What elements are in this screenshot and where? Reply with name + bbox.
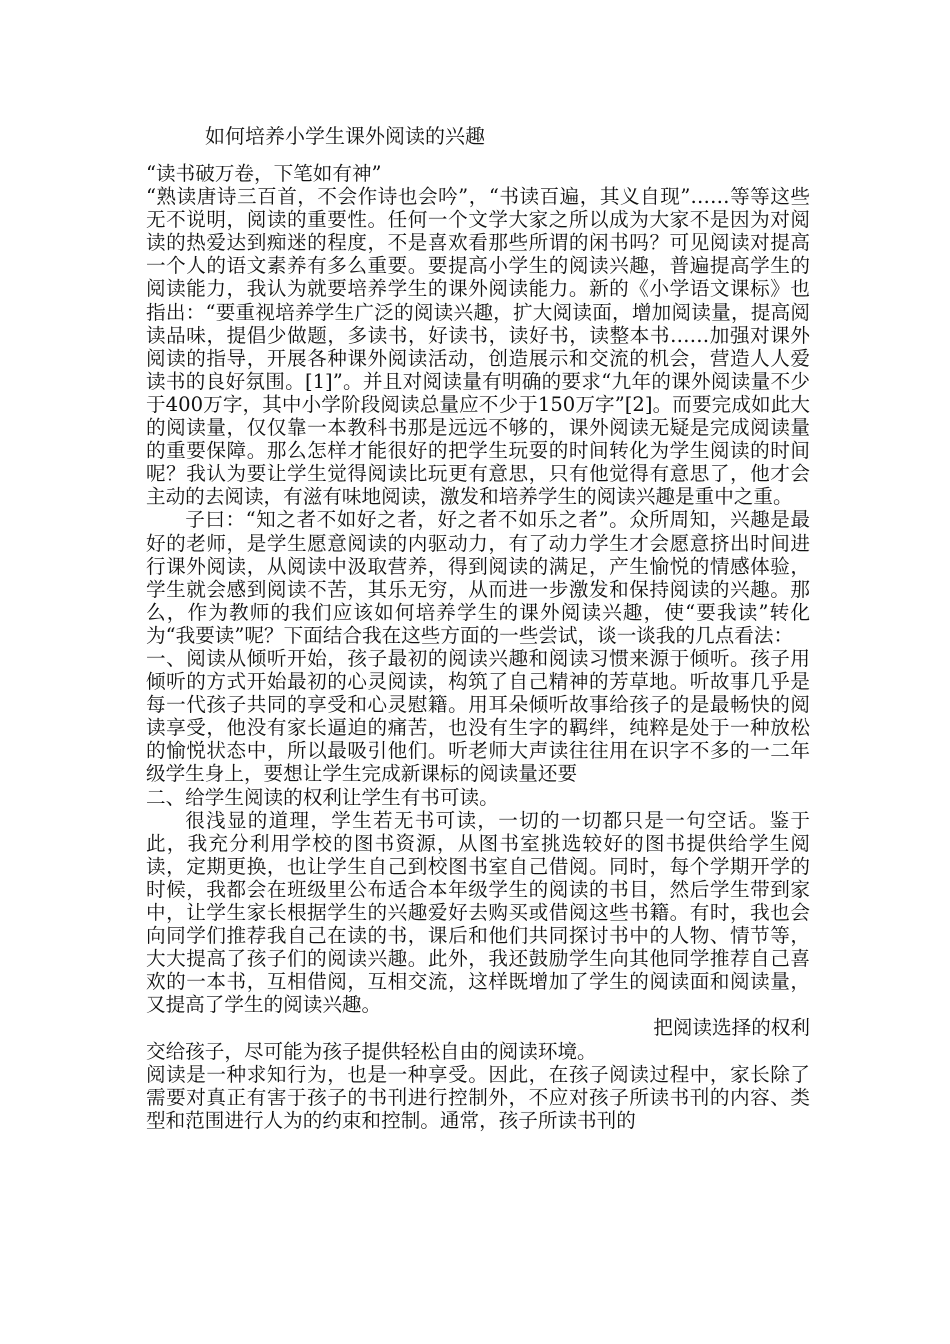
document-title: 如何培养小学生课外阅读的兴趣 (205, 124, 485, 148)
document-body (146, 162, 810, 1132)
paragraph-section-one: 一、阅读从倾听开始，孩子最初的阅读兴趣和阅读习惯来源于倾听。孩子用倾听的方式开始最初的心灵阅读，构筑了自己精神的芳草地。听故事几乎是每一代孩子共同的享受和心灵慰籍。用耳朵倾听故事给孩子的是最畅快的阅读享受，他没有家长逼迫的痛苦，也没有生字的羁绊，纯粹是处于一种放松的愉悦状态中，所以最吸引他们。听老师大声读往往用在识字不多的一二年级学生身上，要想让学生完成新课标的阅读量还要 (146, 646, 810, 786)
paragraph-section-three-body: 阅读是一种求知行为，也是一种享受。因此，在孩子阅读过程中，家长除了需要对真正有害于孩子的书刊进行控制外，不应对孩子所读书刊的内容、类型和范围进行人为的约束和控制。通常，孩子所读书刊的 (146, 1062, 810, 1132)
paragraph-section-three-heading-start: 把阅读选择的权利 (653, 1016, 810, 1040)
paragraph-intro: “熟读唐诗三百首，不会作诗也会吟”，“书读百遍，其义自现”……等等这些无不说明，阅读的重要性。任何一个文学大家之所以成为大家不是因为对阅读的热爱达到痴迷的程度，不是喜欢看那些所谓的闲书吗？可见阅读对提高一个人的语文素养有多么重要。要提高小学生的阅读兴趣，普遍提高学生的阅读能力，我认为就要培养学生的课外阅读能力。新的《小学语文课标》也指出：“要重视培养学生广泛的阅读兴趣，扩大阅读面，增加阅读量，提高阅读品味，提倡少做题，多读书，好读书，读好书，读整本书……加强对课外阅读的指导，开展各种课外阅读活动，创造展示和交流的机会，营造人人爱读书的良好氛围。[1]”。并且对阅读量有明确的要求“九年的课外阅读量不少于400万字，其中小学阶段阅读总量应不少于150万字”[2]。而要完成如此大的阅读量，仅仅靠一本教科书那是远远不够的，课外阅读无疑是完成阅读量的重要保障。那么怎样才能很好的把学生玩耍的时间转化为学生阅读的时间呢？我认为要让学生觉得阅读比玩更有意思，只有他觉得有意思了，他才会主动的去阅读，有滋有味地阅读，激发和培养学生的阅读兴趣是重中之重。 (146, 185, 810, 509)
paragraph-section-two-body: 很浅显的道理，学生若无书可读，一切的一切都只是一句空话。鉴于此，我充分利用学校的图书资源，从图书室挑选较好的图书提供给学生阅读，定期更换，也让学生自己到校图书室自己借阅。同时，每个学期开学的时候，我都会在班级里公布适合本年级学生的阅读的书目，然后学生带到家中，让学生家长根据学生的兴趣爱好去购买或借阅这些书籍。有时，我也会向同学们推荐我自己在读的书，课后和他们共同探讨书中的人物、情节等，大大提高了孩子们的阅读兴趣。此外，我还鼓励学生向其他同学推荐自己喜欢的一本书，互相借阅，互相交流，这样既增加了学生的阅读面和阅读量，又提高了学生的阅读兴趣。 (146, 808, 810, 1017)
paragraph-confucius: 子曰：“知之者不如好之者，好之者不如乐之者”。众所周知，兴趣是最好的老师，是学生愿意阅读的内驱动力，有了动力学生才会愿意挤出时间进行课外阅读，从阅读中汲取营养，得到阅读的满足，产生愉悦的情感体验，学生就会感到阅读不苦，其乐无穷，从而进一步激发和保持阅读的兴趣。那么，作为教师的我们应该如何培养学生的课外阅读兴趣，使“要我读”转化为“我要读”呢？下面结合我在这些方面的一些尝试，谈一谈我的几点看法： (146, 508, 810, 647)
paragraph-quote: “读书破万卷，下笔如有神” (146, 162, 382, 185)
paragraph-section-three-heading-end: 交给孩子，尽可能为孩子提供轻松自由的阅读环境。 (146, 1039, 597, 1063)
paragraph-section-two-heading: 二、给学生阅读的权利让学生有书可读。 (146, 785, 499, 809)
